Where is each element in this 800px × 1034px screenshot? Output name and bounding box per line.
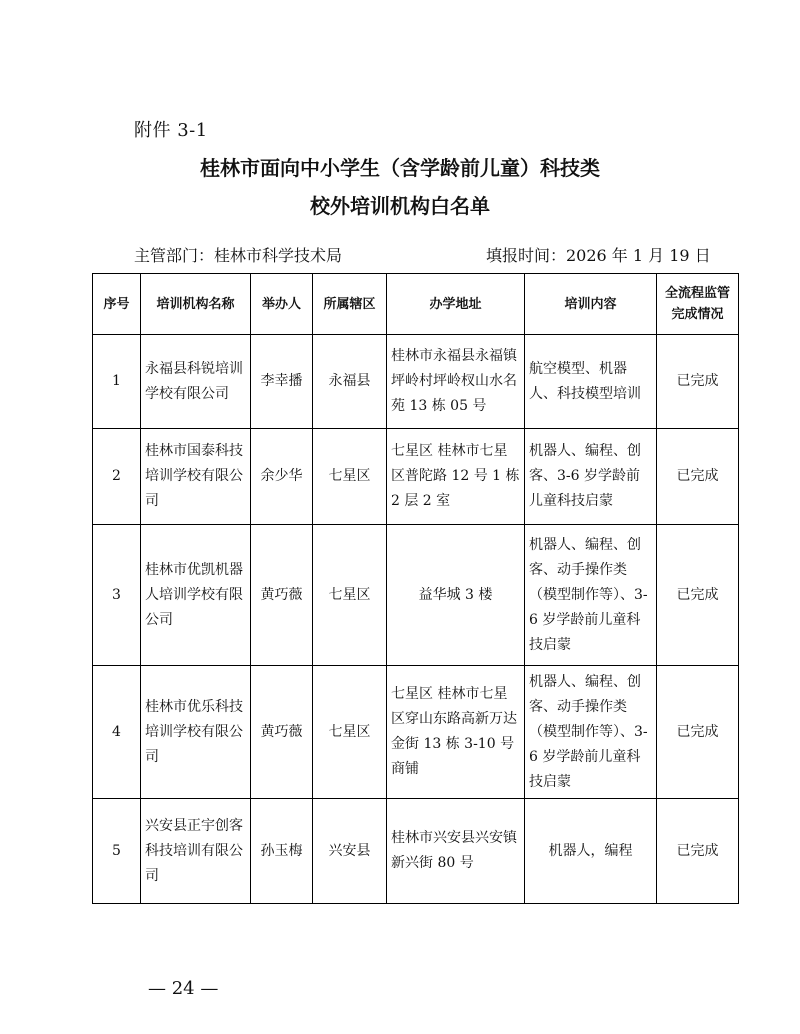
fill-date-label: 填报时间：2026 年 1 月 19 日 [486,246,711,265]
attachment-label: 附件 3-1 [134,120,208,141]
cell-status: 已完成 [657,525,739,666]
table-header-row [93,274,739,335]
table-row [93,429,739,525]
cell-holder: 黄巧薇 [251,666,313,799]
cell-status: 已完成 [657,429,739,525]
header-address: 办学地址 [387,274,525,335]
header-no: 序号 [93,274,141,335]
cell-district: 兴安县 [313,799,387,904]
cell-name: 桂林市优乐科技培训学校有限公司 [141,666,251,799]
document-title-line1: 桂林市面向中小学生（含学龄前儿童）科技类 [200,156,600,180]
cell-content: 机器人，编程 [525,799,657,904]
cell-district: 七星区 [313,666,387,799]
cell-district: 七星区 [313,525,387,666]
table-row [93,799,739,904]
header-name: 培训机构名称 [141,274,251,335]
cell-address: 桂林市兴安县兴安镇新兴街 80 号 [387,799,525,904]
cell-content: 机器人、编程、创客、3-6 岁学龄前儿童科技启蒙 [525,429,657,525]
cell-holder: 孙玉梅 [251,799,313,904]
table-row [93,525,739,666]
cell-no: 1 [93,335,141,429]
table-row [93,666,739,799]
cell-no: 2 [93,429,141,525]
whitelist-table [92,273,739,904]
cell-holder: 黄巧薇 [251,525,313,666]
cell-district: 永福县 [313,335,387,429]
cell-content: 航空模型、机器人、科技模型培训 [525,335,657,429]
header-district: 所属辖区 [313,274,387,335]
cell-content: 机器人、编程、创客、动手操作类（模型制作等）、3-6 岁学龄前儿童科技启蒙 [525,525,657,666]
cell-address: 七星区 桂林市七星区普陀路 12 号 1 栋 2 层 2 室 [387,429,525,525]
cell-district: 七星区 [313,429,387,525]
cell-address: 七星区 桂林市七星区穿山东路高新万达金街 13 栋 3-10 号商铺 [387,666,525,799]
cell-address: 桂林市永福县永福镇坪岭村坪岭杈山水名苑 13 栋 05 号 [387,335,525,429]
cell-name: 桂林市优凯机器人培训学校有限公司 [141,525,251,666]
document-title-line2: 校外培训机构白名单 [310,194,490,218]
cell-address: 益华城 3 楼 [387,525,525,666]
cell-name: 桂林市国泰科技培训学校有限公司 [141,429,251,525]
header-holder: 举办人 [251,274,313,335]
cell-no: 3 [93,525,141,666]
cell-name: 兴安县正宇创客科技培训有限公司 [141,799,251,904]
cell-status: 已完成 [657,666,739,799]
cell-content: 机器人、编程、创客、动手操作类（模型制作等）、3-6 岁学龄前儿童科技启蒙 [525,666,657,799]
cell-holder: 余少华 [251,429,313,525]
cell-status: 已完成 [657,799,739,904]
cell-name: 永福县科锐培训学校有限公司 [141,335,251,429]
page-number: — 24 — [148,978,219,999]
table-row [93,335,739,429]
cell-holder: 李幸播 [251,335,313,429]
cell-no: 5 [93,799,141,904]
department-label: 主管部门：桂林市科学技术局 [134,246,343,265]
header-status: 全流程监管完成情况 [657,274,739,335]
cell-status: 已完成 [657,335,739,429]
header-content: 培训内容 [525,274,657,335]
cell-no: 4 [93,666,141,799]
